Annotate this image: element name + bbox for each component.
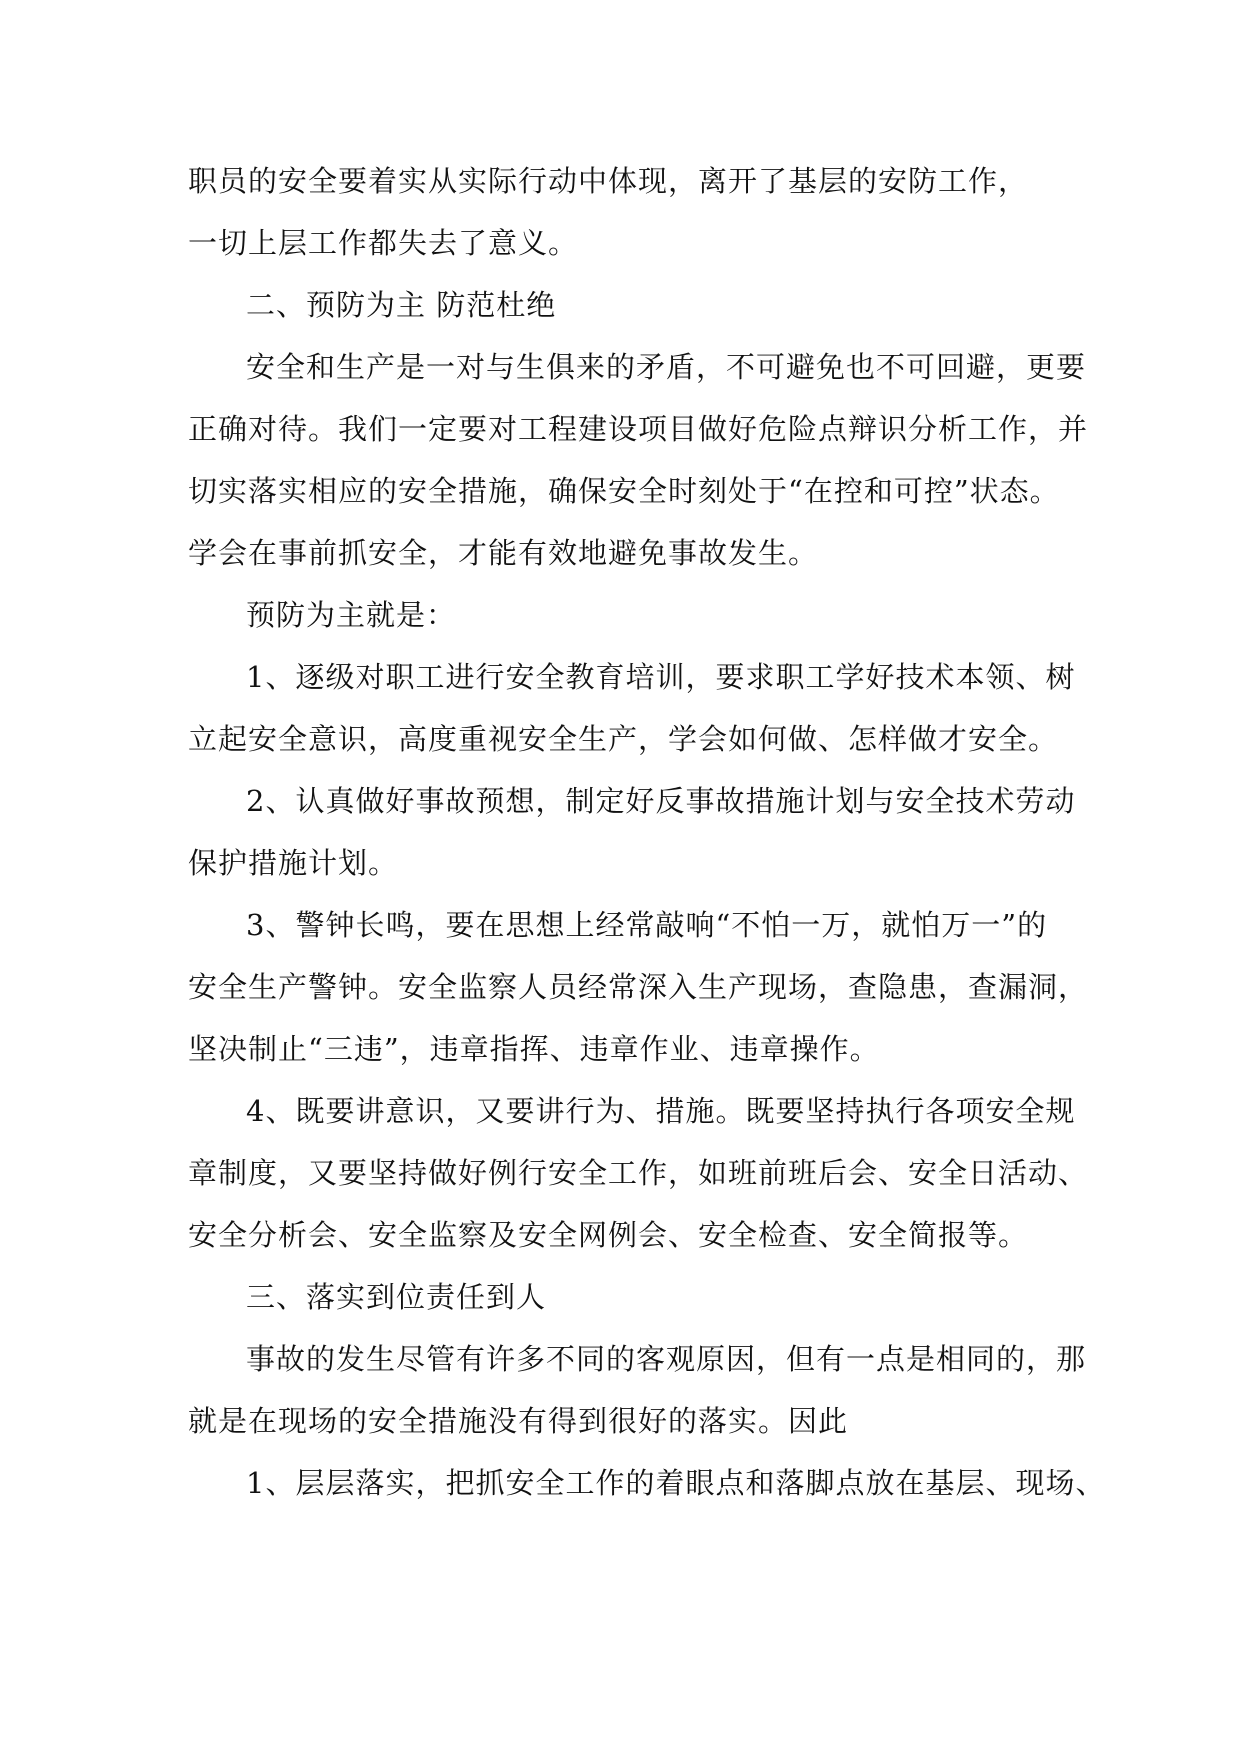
paragraph: [188, 1266, 1053, 1328]
paragraph: [188, 1080, 1089, 1266]
text-line: 事故的发生尽管有许多不同的客观原因，但有一点是相同的，那: [246, 1342, 1087, 1376]
text-line: 4、既要讲意识，又要讲行为、措施。既要坚持执行各项安全规: [246, 1094, 1076, 1128]
text-line: 就是在现场的安全措施没有得到很好的落实。因此: [188, 1404, 849, 1438]
paragraph: [188, 584, 1053, 646]
paragraph: [188, 150, 1053, 274]
paragraph: [188, 646, 1076, 770]
text-line: 立起安全意识，高度重视安全生产，学会如何做、怎样做才安全。: [188, 722, 1059, 756]
text-line: 二、预防为主 防范杜绝: [246, 288, 557, 322]
text-line: 2、认真做好事故预想，制定好反事故措施计划与安全技术劳动: [246, 784, 1076, 818]
text-line: 预防为主就是：: [246, 598, 457, 632]
text-line: 坚决制止“三违”，违章指挥、违章作业、违章操作。: [188, 1032, 880, 1066]
text-line: 安全生产警钟。安全监察人员经常深入生产现场，查隐患，查漏洞，: [188, 970, 1089, 1004]
text-line: 1、逐级对职工进行安全教育培训，要求职工学好技术本领、树: [246, 660, 1076, 694]
text-line: 保护措施计划。: [188, 846, 399, 880]
paragraph: [188, 274, 1053, 336]
text-line: 章制度，又要坚持做好例行安全工作，如班前班后会、安全日活动、: [188, 1156, 1089, 1190]
paragraph: [188, 770, 1076, 894]
text-line: 学会在事前抓安全，才能有效地避免事故发生。: [188, 536, 819, 570]
paragraph: [188, 1328, 1087, 1452]
text-line: 安全分析会、安全监察及安全网例会、安全检查、安全简报等。: [188, 1218, 1029, 1252]
paragraph: [188, 1452, 1106, 1514]
paragraph: [188, 894, 1089, 1080]
text-line: 1、层层落实，把抓安全工作的着眼点和落脚点放在基层、现场、: [246, 1466, 1106, 1500]
paragraph: [188, 336, 1089, 584]
text-line: 安全和生产是一对与生俱来的矛盾，不可避免也不可回避，更要: [246, 350, 1087, 384]
text-line: 一切上层工作都失去了意义。: [188, 226, 579, 260]
text-line: 正确对待。我们一定要对工程建设项目做好危险点辩识分析工作，并: [188, 412, 1089, 446]
document-body: [188, 150, 1106, 1514]
text-line: 职员的安全要着实从实际行动中体现，离开了基层的安防工作，: [188, 164, 1029, 198]
text-line: 切实落实相应的安全措施，确保安全时刻处于“在控和可控”状态。: [188, 474, 1060, 508]
text-line: 3、警钟长鸣，要在思想上经常敲响“不怕一万，就怕万一”的: [246, 908, 1048, 942]
text-line: 三、落实到位责任到人: [246, 1280, 547, 1314]
